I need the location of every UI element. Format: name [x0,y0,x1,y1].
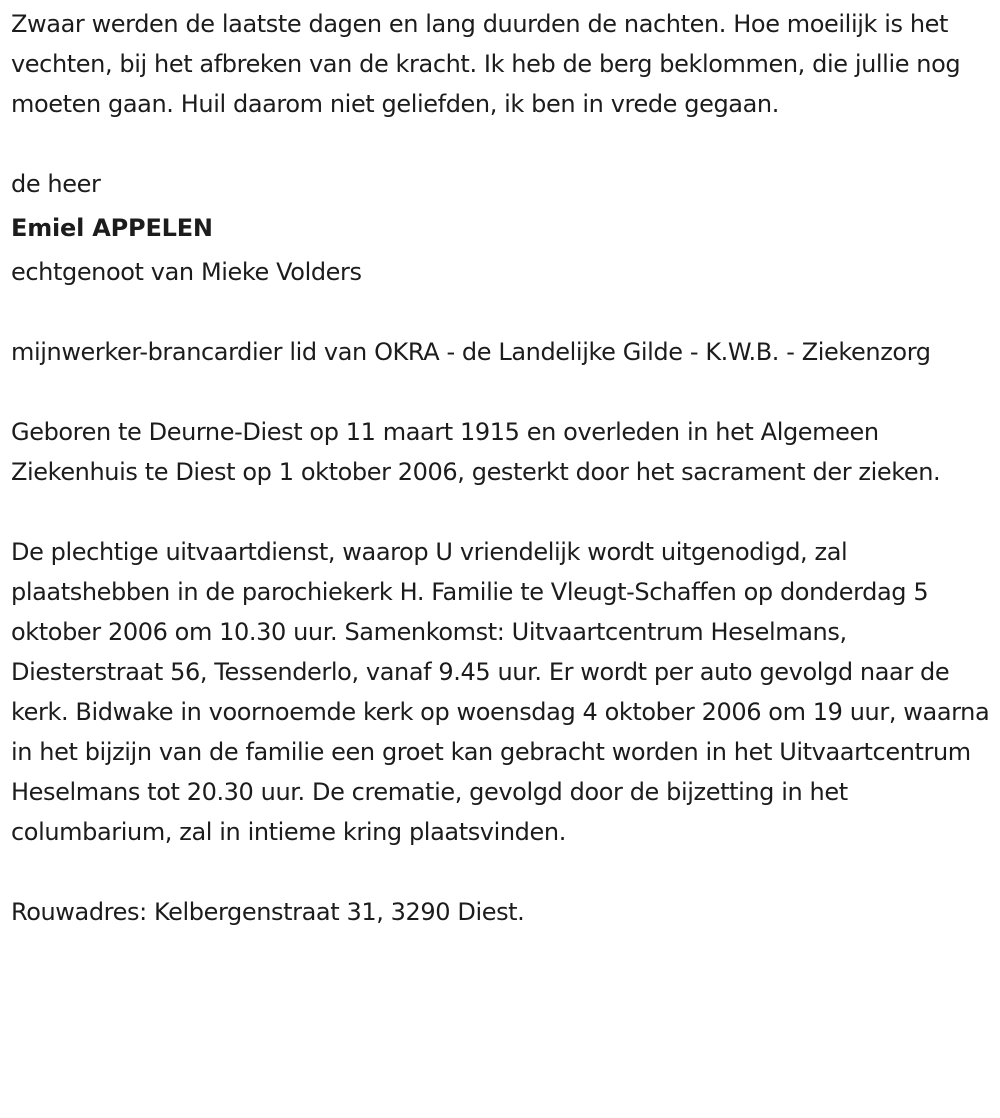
birth-death-paragraph: Geboren te Deurne-Diest op 11 maart 1915 en overleden in het Algemeen Ziekenhuis te Diest op 1 oktober 2006, gesterkt door het sacrament der zieken. [11,418,941,486]
occupation-paragraph: mijnwerker-brancardier lid van OKRA - de Landelijke Gilde - K.W.B. - Ziekenzorg [11,338,931,366]
mourning-address: Rouwadres: Kelbergenstraat 31, 3290 Diest. [11,898,525,926]
deceased-name: Emiel APPELEN [11,214,213,242]
spouse-line: echtgenoot van Mieke Volders [11,258,362,286]
funeral-paragraph: De plechtige uitvaartdienst, waarop U vriendelijk wordt uitgenodigd, zal plaatshebben in de parochiekerk H. Familie te Vleugt-Schaffen op donderdag 5 oktober 2006 om 10.30 uur. Samenkomst: Uitvaartcentrum Heselmans, Diesterstraat 56, Tessenderlo, vanaf 9.45 uur. Er wordt per auto gevolgd naar de kerk. Bidwake in voornoemde kerk op woensdag 4 oktober 2006 om 19 uur, waarna in het bijzijn van de familie een groet kan gebracht worden in het Uitvaartcentrum Heselmans tot 20.30 uur. De crematie, gevolgd door de bijzetting in het columbarium, zal in intieme kring plaatsvinden. [11,538,990,846]
honorific: de heer [11,170,101,198]
poem-paragraph: Zwaar werden de laatste dagen en lang duurden de nachten. Hoe moeilijk is het vechten, bij het afbreken van de kracht. Ik heb de berg beklommen, die jullie nog moeten gaan. Huil daarom niet geliefden, ik ben in vrede gegaan. [11,10,961,118]
